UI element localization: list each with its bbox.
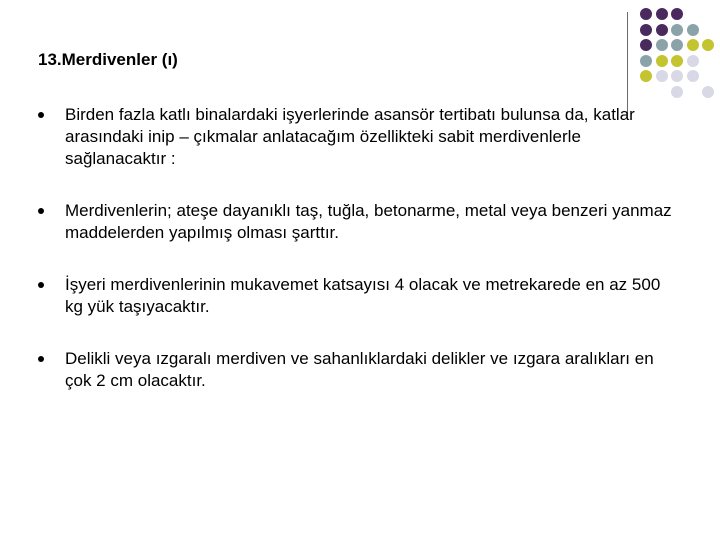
- decorative-dot: [687, 55, 699, 67]
- bullet-text: Birden fazla katlı binalardaki işyerlerinde asansör tertibatı bulunsa da, katlar arasındaki inip – çıkmalar anlatacağım özellikteki sabit merdivenlerle sağlanacaktır :: [65, 105, 635, 168]
- decorative-dot: [640, 55, 652, 67]
- decorative-dot: [656, 8, 668, 20]
- decorative-dot: [671, 24, 683, 36]
- decorative-dot: [656, 55, 668, 67]
- bullet-dot-icon: [38, 208, 44, 214]
- decorative-dot: [640, 70, 652, 82]
- bullet-dot-icon: [38, 282, 44, 288]
- decorative-dot: [687, 24, 699, 36]
- bullet-item: [38, 104, 678, 170]
- decorative-dot: [671, 70, 683, 82]
- decorative-dot: [640, 24, 652, 36]
- slide-title: 13.Merdivenler (ı): [38, 50, 178, 69]
- decorative-dot: [671, 86, 683, 98]
- decorative-dot: [656, 39, 668, 51]
- decorative-dot: [702, 39, 714, 51]
- bullet-item: [38, 200, 678, 244]
- bullet-dot-icon: [38, 356, 44, 362]
- decorative-dot: [656, 70, 668, 82]
- decorative-dot: [671, 55, 683, 67]
- decorative-dot: [702, 86, 714, 98]
- bullet-list: [38, 104, 678, 392]
- decorative-vertical-line: [627, 12, 628, 114]
- decorative-dot: [656, 24, 668, 36]
- decorative-dot: [687, 70, 699, 82]
- bullet-text: Merdivenlerin; ateşe dayanıklı taş, tuğla, betonarme, metal veya benzeri yanmaz maddelerden yapılmış olması şarttır.: [65, 201, 672, 242]
- bullet-item: [38, 274, 678, 318]
- bullet-text: Delikli veya ızgaralı merdiven ve sahanlıklardaki delikler ve ızgara aralıkları en çok 2 cm olacaktır.: [65, 349, 654, 390]
- decorative-dot: [687, 39, 699, 51]
- bullet-dot-icon: [38, 112, 44, 118]
- bullet-item: [38, 348, 678, 392]
- bullet-text: İşyeri merdivenlerinin mukavemet katsayısı 4 olacak ve metrekarede en az 500 kg yük taşıyacaktır.: [65, 275, 661, 316]
- decorative-dot: [671, 8, 683, 20]
- decorative-dot: [640, 39, 652, 51]
- decorative-dot: [671, 39, 683, 51]
- decorative-dot: [640, 8, 652, 20]
